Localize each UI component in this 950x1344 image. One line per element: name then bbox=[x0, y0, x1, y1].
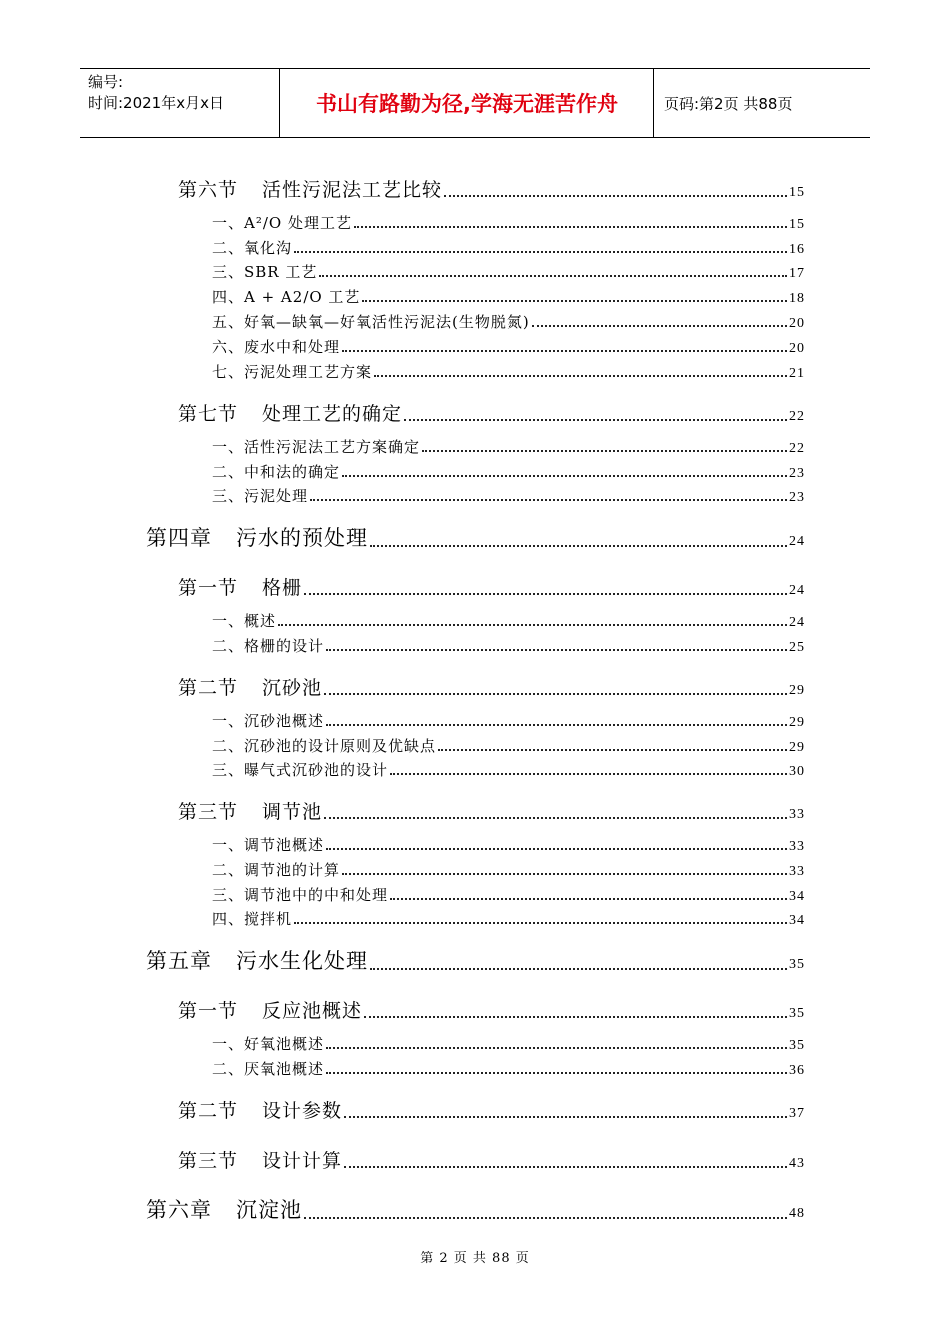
toc-entry[interactable] bbox=[212, 311, 805, 332]
toc-entry-title: 一、沉砂池概述 bbox=[212, 712, 325, 730]
toc-page-number: 33 bbox=[789, 807, 805, 822]
toc-page-number: 48 bbox=[789, 1206, 805, 1221]
toc-entry-title: 处理工艺的确定 bbox=[262, 403, 403, 425]
toc-entry[interactable] bbox=[212, 286, 805, 307]
toc-leader-dots bbox=[444, 195, 787, 197]
toc-entry-label: 第四章 bbox=[146, 526, 212, 550]
toc-entry-label: 第六章 bbox=[146, 1198, 212, 1222]
toc-entry-title: 一、调节池概述 bbox=[212, 836, 325, 854]
toc-entry[interactable] bbox=[146, 945, 805, 975]
toc-leader-dots bbox=[342, 873, 787, 875]
toc-entry[interactable] bbox=[212, 759, 805, 780]
toc-page-number: 24 bbox=[789, 583, 805, 598]
toc-page-number: 20 bbox=[789, 341, 805, 356]
toc-leader-dots bbox=[422, 450, 787, 452]
toc-entry-title: 设计参数 bbox=[262, 1100, 343, 1122]
toc-entry[interactable] bbox=[178, 1096, 805, 1123]
toc-entry-title: 三、SBR 工艺 bbox=[212, 263, 318, 281]
toc-entry-title: 调节池 bbox=[262, 801, 323, 823]
toc-entry-title: 二、中和法的确定 bbox=[212, 463, 341, 481]
toc-page-number: 24 bbox=[789, 534, 805, 549]
toc-leader-dots bbox=[326, 649, 787, 651]
toc-entry[interactable] bbox=[212, 436, 805, 457]
toc-entry[interactable] bbox=[146, 1194, 805, 1224]
toc-page-number: 15 bbox=[789, 185, 805, 200]
toc-entry-label: 第二节 bbox=[178, 1100, 239, 1122]
toc-entry-label: 第三节 bbox=[178, 1150, 239, 1172]
toc-entry[interactable] bbox=[212, 908, 805, 929]
toc-leader-dots bbox=[390, 773, 787, 775]
toc-entry-label: 第六节 bbox=[178, 179, 239, 201]
toc-entry[interactable] bbox=[212, 485, 805, 506]
toc-entry[interactable] bbox=[212, 834, 805, 855]
toc-entry-title: 活性污泥法工艺比较 bbox=[262, 179, 443, 201]
toc-entry[interactable] bbox=[212, 884, 805, 905]
toc-leader-dots bbox=[362, 300, 787, 302]
toc-entry-title: 一、A²/O 处理工艺 bbox=[212, 214, 352, 232]
toc-leader-dots bbox=[404, 419, 787, 421]
toc-leader-dots bbox=[370, 545, 787, 547]
toc-page-number: 36 bbox=[789, 1063, 805, 1078]
toc-page-number: 17 bbox=[789, 266, 805, 281]
toc-page-number: 23 bbox=[789, 490, 805, 505]
toc-page-number: 22 bbox=[789, 441, 805, 456]
toc-page-number: 35 bbox=[789, 957, 805, 972]
toc-entry-label: 第二节 bbox=[178, 677, 239, 699]
toc-entry[interactable] bbox=[212, 1033, 805, 1054]
toc-entry-title: 二、氧化沟 bbox=[212, 239, 293, 257]
toc-entry[interactable] bbox=[212, 635, 805, 656]
toc-entry[interactable] bbox=[212, 237, 805, 258]
toc-leader-dots bbox=[390, 898, 787, 900]
toc-entry-title: 沉淀池 bbox=[236, 1198, 302, 1222]
toc-page-number: 33 bbox=[789, 839, 805, 854]
toc-entry-title: 三、曝气式沉砂池的设计 bbox=[212, 761, 389, 779]
toc-entry-title: 一、活性污泥法工艺方案确定 bbox=[212, 438, 421, 456]
toc-entry-title: 二、格栅的设计 bbox=[212, 637, 325, 655]
document-number: 编号: bbox=[88, 73, 124, 91]
toc-entry-title: 二、厌氧池概述 bbox=[212, 1060, 325, 1078]
toc-page-number: 37 bbox=[789, 1106, 805, 1121]
toc-entry[interactable] bbox=[212, 261, 805, 282]
toc-entry-title: 一、好氧池概述 bbox=[212, 1035, 325, 1053]
header-motto: 书山有路勤为径,学海无涯苦作舟 bbox=[281, 69, 654, 137]
toc-entry-title: 格栅 bbox=[262, 577, 303, 599]
toc-page-number: 29 bbox=[789, 715, 805, 730]
toc-page-number: 43 bbox=[789, 1156, 805, 1171]
toc-entry[interactable] bbox=[178, 673, 805, 700]
toc-page-number: 18 bbox=[789, 291, 805, 306]
toc-entry[interactable] bbox=[212, 735, 805, 756]
toc-leader-dots bbox=[294, 922, 787, 924]
toc-leader-dots bbox=[304, 1217, 787, 1219]
toc-leader-dots bbox=[532, 325, 787, 327]
toc-entry[interactable] bbox=[212, 610, 805, 631]
toc-leader-dots bbox=[326, 848, 787, 850]
toc-page-number: 33 bbox=[789, 864, 805, 879]
toc-page-number: 16 bbox=[789, 242, 805, 257]
toc-leader-dots bbox=[354, 226, 787, 228]
toc-leader-dots bbox=[310, 499, 787, 501]
toc-leader-dots bbox=[304, 593, 787, 595]
toc-entry[interactable] bbox=[212, 361, 805, 382]
toc-entry[interactable] bbox=[212, 212, 805, 233]
toc-leader-dots bbox=[324, 817, 787, 819]
toc-entry-title: 二、调节池的计算 bbox=[212, 861, 341, 879]
toc-entry-label: 第一节 bbox=[178, 577, 239, 599]
toc-entry-title: 一、概述 bbox=[212, 612, 277, 630]
toc-page-number: 15 bbox=[789, 217, 805, 232]
toc-entry-label: 第五章 bbox=[146, 949, 212, 973]
toc-entry-title: 四、A + A2/O 工艺 bbox=[212, 288, 361, 306]
toc-leader-dots bbox=[374, 375, 787, 377]
page-footer: 第 2 页 共 88 页 bbox=[420, 1251, 530, 1266]
toc-page-number: 21 bbox=[789, 366, 805, 381]
toc-leader-dots bbox=[438, 749, 787, 751]
toc-entry-title: 三、调节池中的中和处理 bbox=[212, 886, 389, 904]
toc-entry-title: 二、沉砂池的设计原则及优缺点 bbox=[212, 737, 437, 755]
toc-leader-dots bbox=[344, 1166, 787, 1168]
toc-entry-title: 六、废水中和处理 bbox=[212, 338, 341, 356]
toc-page-number: 30 bbox=[789, 764, 805, 779]
toc-entry[interactable] bbox=[212, 710, 805, 731]
toc-entry[interactable] bbox=[146, 522, 805, 552]
toc-page-number: 23 bbox=[789, 466, 805, 481]
toc-entry-title: 四、搅拌机 bbox=[212, 910, 293, 928]
toc-entry-title: 设计计算 bbox=[262, 1150, 343, 1172]
toc-leader-dots bbox=[364, 1016, 787, 1018]
toc-entry[interactable] bbox=[178, 573, 805, 600]
toc-entry-title: 五、好氧—缺氧—好氧活性污泥法(生物脱氮) bbox=[212, 313, 530, 331]
toc-entry-title: 七、污泥处理工艺方案 bbox=[212, 363, 373, 381]
toc-entry[interactable] bbox=[178, 399, 805, 426]
toc-page-number: 24 bbox=[789, 615, 805, 630]
toc-entry-label: 第七节 bbox=[178, 403, 239, 425]
toc-page-number: 25 bbox=[789, 640, 805, 655]
toc-leader-dots bbox=[326, 1047, 787, 1049]
header-page-info: 页码:第2页 共88页 bbox=[664, 94, 793, 113]
toc-leader-dots bbox=[342, 475, 787, 477]
toc-leader-dots bbox=[326, 724, 787, 726]
toc-page-number: 35 bbox=[789, 1006, 805, 1021]
toc-leader-dots bbox=[326, 1072, 787, 1074]
toc-entry[interactable] bbox=[178, 996, 805, 1023]
toc-leader-dots bbox=[278, 624, 787, 626]
document-date: 时间:2021年x月x日 bbox=[88, 94, 224, 112]
toc-entry[interactable] bbox=[178, 1146, 805, 1173]
toc-leader-dots bbox=[294, 251, 787, 253]
toc-page-number: 22 bbox=[789, 409, 805, 424]
toc-leader-dots bbox=[319, 275, 787, 277]
toc-entry-title: 污水生化处理 bbox=[236, 949, 368, 973]
toc-entry[interactable] bbox=[178, 175, 805, 202]
toc-entry[interactable] bbox=[212, 859, 805, 880]
toc-entry[interactable] bbox=[178, 797, 805, 824]
toc-leader-dots bbox=[342, 350, 787, 352]
toc-page-number: 29 bbox=[789, 683, 805, 698]
toc-page-number: 34 bbox=[789, 889, 805, 904]
toc-entry-title: 反应池概述 bbox=[262, 1000, 363, 1022]
toc-page-number: 20 bbox=[789, 316, 805, 331]
toc-leader-dots bbox=[370, 968, 787, 970]
toc-leader-dots bbox=[324, 693, 787, 695]
toc-entry[interactable] bbox=[212, 336, 805, 357]
toc-entry-title: 污水的预处理 bbox=[236, 526, 368, 550]
toc-entry-title: 沉砂池 bbox=[262, 677, 323, 699]
toc-entry[interactable] bbox=[212, 1058, 805, 1079]
toc-entry-label: 第一节 bbox=[178, 1000, 239, 1022]
toc-page-number: 35 bbox=[789, 1038, 805, 1053]
toc-page-number: 34 bbox=[789, 913, 805, 928]
toc-entry-label: 第三节 bbox=[178, 801, 239, 823]
toc-entry[interactable] bbox=[212, 461, 805, 482]
toc-page-number: 29 bbox=[789, 740, 805, 755]
toc-entry-title: 三、污泥处理 bbox=[212, 487, 309, 505]
toc-leader-dots bbox=[344, 1116, 787, 1118]
